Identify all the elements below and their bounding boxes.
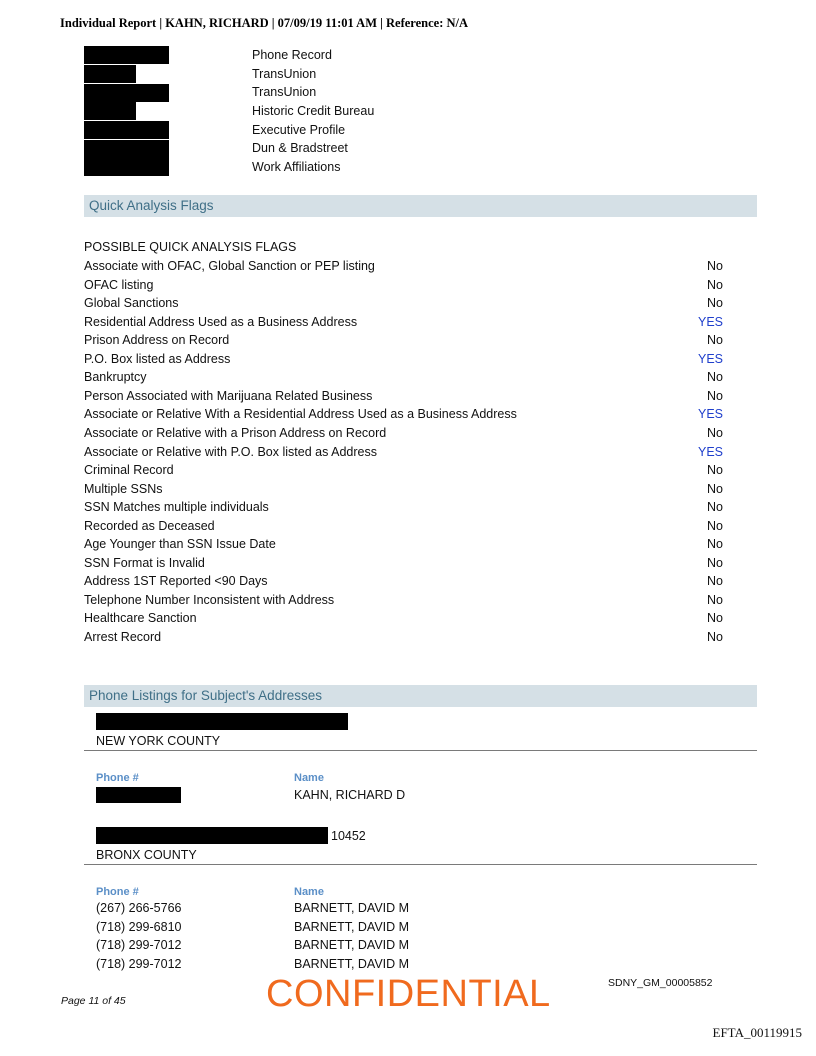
quick-analysis-flags-header: Quick Analysis Flags bbox=[84, 195, 757, 217]
flag-value: No bbox=[707, 611, 723, 626]
flag-row bbox=[84, 556, 723, 574]
flag-value: No bbox=[707, 259, 723, 273]
flag-row bbox=[84, 426, 723, 444]
flag-row bbox=[84, 593, 723, 611]
name-column-header: Name bbox=[294, 772, 324, 784]
listing-phone: (267) 266-5766 bbox=[96, 901, 182, 915]
source-item: Dun & Bradstreet bbox=[252, 141, 348, 155]
flag-value: No bbox=[707, 481, 723, 496]
flag-label: SSN Matches multiple individuals bbox=[84, 500, 269, 515]
redaction-bar bbox=[84, 121, 169, 139]
flag-row bbox=[84, 352, 723, 370]
flag-row bbox=[84, 611, 723, 629]
flag-value: No bbox=[707, 463, 723, 478]
flag-value: No bbox=[707, 333, 723, 348]
redaction-bar bbox=[84, 102, 136, 120]
source-item: Executive Profile bbox=[252, 123, 346, 137]
flag-label: Telephone Number Inconsistent with Address bbox=[84, 592, 335, 607]
flag-label: Associate or Relative with P.O. Box listed as Address bbox=[84, 444, 377, 459]
divider bbox=[84, 750, 757, 751]
phone-column-header: Phone # bbox=[96, 772, 139, 784]
listing-phone: (718) 299-7012 bbox=[96, 957, 182, 971]
flag-row bbox=[84, 296, 723, 314]
flag-row bbox=[84, 519, 723, 537]
redaction-bar bbox=[84, 65, 136, 83]
flag-value: YES bbox=[697, 444, 723, 459]
report-header: Individual Report | KAHN, RICHARD | 07/09/19 11:01 AM | Reference: N/A bbox=[60, 16, 469, 30]
listing-name: KAHN, RICHARD D bbox=[294, 788, 406, 802]
flag-value: No bbox=[707, 500, 723, 515]
flag-value: No bbox=[707, 630, 723, 644]
flag-value: No bbox=[707, 537, 723, 552]
flag-label: P.O. Box listed as Address bbox=[84, 351, 231, 366]
listing-phone: (718) 299-7012 bbox=[96, 938, 182, 952]
redaction-bar bbox=[96, 787, 181, 803]
flag-value: YES bbox=[697, 351, 723, 366]
phone-column-header: Phone # bbox=[96, 886, 139, 898]
listing-name: BARNETT, DAVID M bbox=[294, 938, 410, 952]
flag-label: Address 1ST Reported <90 Days bbox=[84, 574, 268, 589]
flag-label: Arrest Record bbox=[84, 630, 162, 644]
flag-row bbox=[84, 445, 723, 463]
source-item: Historic Credit Bureau bbox=[252, 104, 375, 118]
flag-label: Bankruptcy bbox=[84, 370, 147, 385]
source-item: TransUnion bbox=[252, 85, 317, 99]
county-label: BRONX COUNTY bbox=[96, 848, 197, 862]
flag-label: Prison Address on Record bbox=[84, 333, 230, 348]
flag-row bbox=[84, 407, 723, 425]
phone-listings-header: Phone Listings for Subject's Addresses bbox=[84, 685, 757, 707]
flag-label: SSN Format is Invalid bbox=[84, 555, 205, 570]
flag-row bbox=[84, 259, 723, 277]
flag-row bbox=[84, 574, 723, 592]
flag-label: Residential Address Used as a Business Address bbox=[84, 314, 358, 329]
listing-phone: (718) 299-6810 bbox=[96, 920, 182, 934]
flag-label: Associate or Relative with a Prison Address on Record bbox=[84, 425, 387, 440]
flag-row bbox=[84, 630, 723, 648]
flag-label: Age Younger than SSN Issue Date bbox=[84, 537, 276, 552]
flag-row bbox=[84, 389, 723, 407]
listing-name: BARNETT, DAVID M bbox=[294, 920, 410, 934]
source-item: TransUnion bbox=[252, 67, 317, 81]
flag-row bbox=[84, 500, 723, 518]
confidential-stamp: CONFIDENTIAL bbox=[266, 973, 551, 1015]
flag-value: YES bbox=[697, 314, 723, 329]
flag-value: No bbox=[707, 388, 723, 403]
document-code: SDNY_GM_00005852 bbox=[608, 977, 713, 989]
divider bbox=[84, 864, 757, 865]
flag-row bbox=[84, 482, 723, 500]
flag-label: Associate with OFAC, Global Sanction or PEP listing bbox=[84, 259, 375, 273]
flag-label: Recorded as Deceased bbox=[84, 518, 215, 533]
flag-label: Multiple SSNs bbox=[84, 481, 163, 496]
flag-row bbox=[84, 278, 723, 296]
flag-row bbox=[84, 370, 723, 388]
flag-value: No bbox=[707, 574, 723, 589]
listing-name: BARNETT, DAVID M bbox=[294, 957, 410, 971]
flag-value: No bbox=[707, 277, 723, 292]
flag-value: No bbox=[707, 555, 723, 570]
source-item: Phone Record bbox=[252, 48, 332, 62]
zip-code: 10452 bbox=[331, 829, 366, 843]
flag-value: No bbox=[707, 296, 723, 311]
redaction-bar bbox=[84, 140, 169, 158]
flag-value: No bbox=[707, 370, 723, 385]
redaction-bar bbox=[84, 84, 169, 102]
flag-value: No bbox=[707, 425, 723, 440]
redaction-bar bbox=[96, 713, 348, 730]
source-item: Work Affiliations bbox=[252, 160, 341, 174]
redaction-bar bbox=[84, 46, 169, 64]
flag-row bbox=[84, 537, 723, 555]
flag-label: Associate or Relative With a Residential Address Used as a Business Address bbox=[84, 407, 517, 422]
name-column-header: Name bbox=[294, 886, 324, 898]
flag-label: Person Associated with Marijuana Related Business bbox=[84, 388, 373, 403]
flag-row bbox=[84, 333, 723, 351]
listing-name: BARNETT, DAVID M bbox=[294, 901, 410, 915]
page-number: Page 11 of 45 bbox=[61, 995, 126, 1007]
flag-label: Healthcare Sanction bbox=[84, 611, 197, 626]
county-label: NEW YORK COUNTY bbox=[96, 734, 221, 748]
flag-label: OFAC listing bbox=[84, 277, 154, 292]
flag-value: No bbox=[707, 592, 723, 607]
flag-value: YES bbox=[697, 407, 723, 422]
flags-subtitle: POSSIBLE QUICK ANALYSIS FLAGS bbox=[84, 240, 297, 254]
redaction-bar bbox=[84, 158, 169, 176]
flag-row bbox=[84, 463, 723, 481]
flag-label: Criminal Record bbox=[84, 463, 174, 478]
redaction-bar bbox=[96, 827, 328, 844]
flag-value: No bbox=[707, 518, 723, 533]
flag-label: Global Sanctions bbox=[84, 296, 179, 311]
efta-number: EFTA_00119915 bbox=[712, 1025, 802, 1040]
flag-row bbox=[84, 315, 723, 333]
